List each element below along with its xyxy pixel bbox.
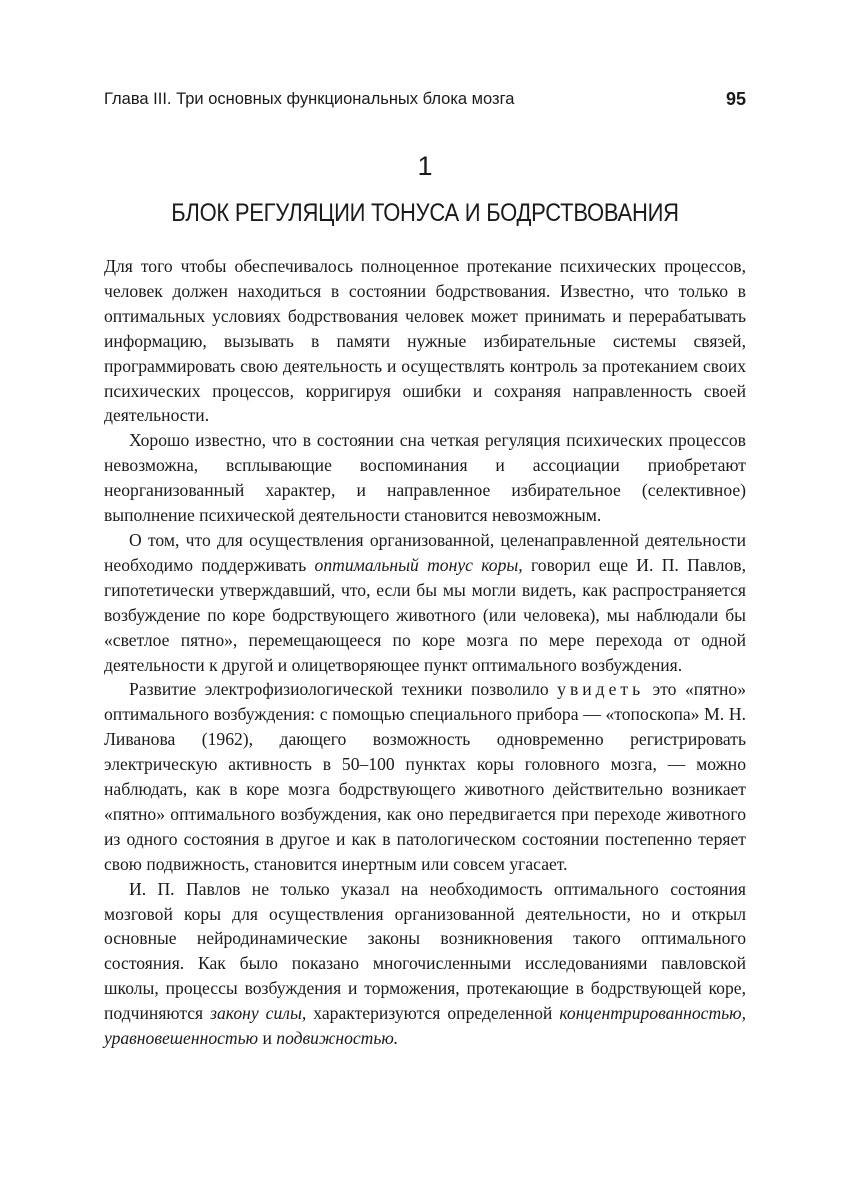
emphasis: концентрированностью, уравновешенностью (104, 1003, 746, 1049)
text-run: О том, что для осуществления организованной, целенаправленной деятельности необходимо поддерживать (104, 529, 746, 575)
paragraph (104, 877, 746, 1051)
body-text (104, 254, 746, 1051)
running-header (104, 86, 746, 112)
emphasis: закону силы, (210, 1003, 307, 1024)
text-run: И. П. Павлов не только указал на необходимость оптимального состояния мозговой коры для осуществления организованной деятельности, но и открыл основные нейродинамические законы возникновения такого оптимального состояния. Как было показано многочисленными исследованиями павловской школы, процессы возбуждения и торможения, протекающие в бодрствующей коре, подчиняются (104, 878, 746, 1024)
chapter-title: Глава III. Три основных функциональных блока мозга (104, 90, 515, 108)
spaced-emphasis: увидеть (557, 679, 645, 700)
emphasis: оптимальный тонус коры, (314, 554, 523, 575)
paragraph (104, 528, 746, 677)
page-number: 95 (725, 89, 746, 109)
emphasis: подвижностью. (276, 1028, 399, 1049)
section-number: 1 (417, 151, 433, 181)
text-run: и (258, 1028, 277, 1049)
text-run: Развитие электрофизиологической техники позволило (129, 679, 558, 700)
text-run: это «пятно» оптимального возбуждения: с помощью специального прибора — «топоскопа» М. Н. Ливанова (1962), дающего возможность одновременно регистрировать электрическую активность в 50–100 пунктах коры головного мозга, — можно наблюдать, как в коре мозга бодрствующего животного действительно возникает «пятно» оптимального возбуждения, как оно передвигается при переходе животного из одного состояния в другое и как в патологическом состоянии постепенно теряет свою подвижность, становится инертным или совсем угасает. (104, 679, 746, 874)
section-title: БЛОК РЕГУЛЯЦИИ ТОНУСА И БОДРСТВОВАНИЯ (171, 199, 679, 227)
paragraph: Хорошо известно, что в состоянии сна четкая регуляция психических процессов невозможна, всплывающие воспоминания и ассоциации приобретают неорганизованный характер, и направленное избирательное (селективное) выполнение психической деятельности становится невозможным. (104, 430, 746, 526)
text-run: говорил еще И. П. Павлов, гипотетически утверждавший, что, если бы мы могли видеть, как распространяется возбуждение по коре бодрствующего животного (или человека), мы наблюдали бы «светлое пятно», перемещающееся по коре мозга по мере перехода от одной деятельности к другой и олицетворяющее пункт оптимального возбуждения. (104, 554, 746, 675)
paragraph: Для того чтобы обеспечивалось полноценное протекание психических процессов, человек должен находиться в состоянии бодрствования. Известно, что только в оптимальных условиях бодрствования человек может принимать и перерабатывать информацию, вызывать в памяти нужные избирательные системы связей, программировать свою деятельность и осуществлять контроль за протеканием своих психических процессов, корригируя ошибки и сохраняя направленность своей деятельности. (104, 256, 746, 426)
paragraph (104, 677, 746, 876)
text-run: характеризуются определенной (306, 1003, 560, 1024)
